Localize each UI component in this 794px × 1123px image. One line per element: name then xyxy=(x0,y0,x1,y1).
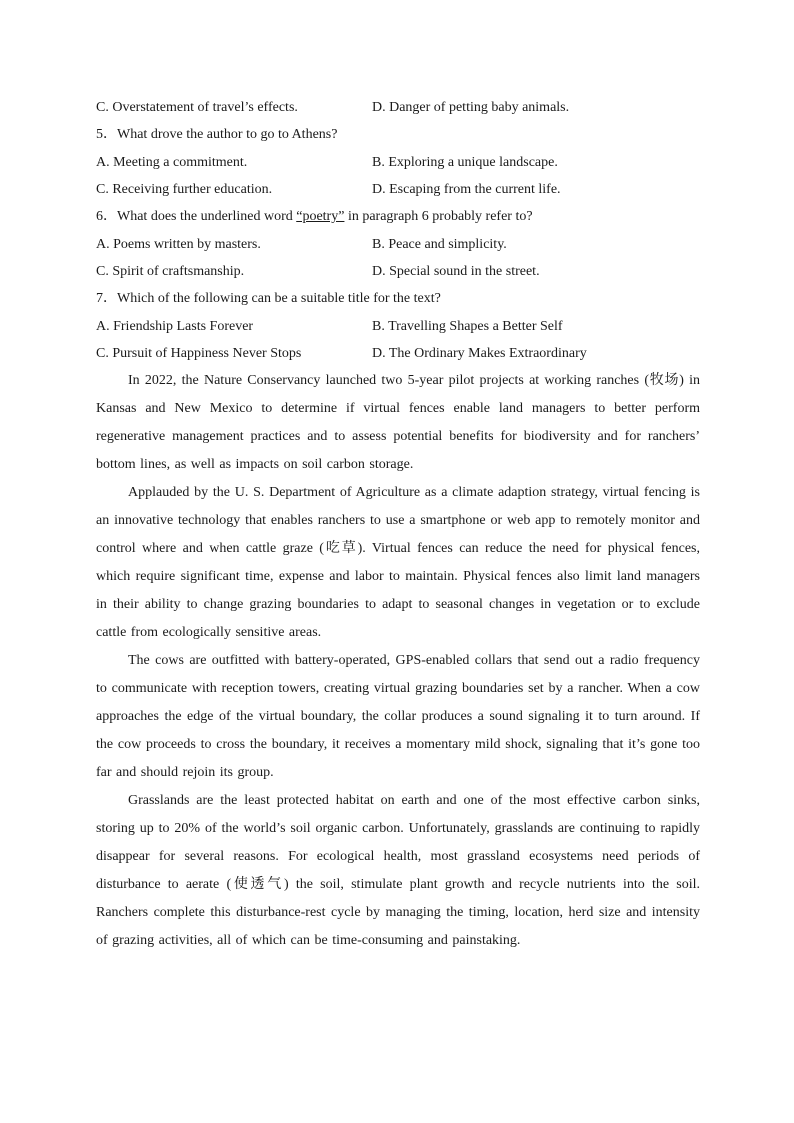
q6-stem-before: What does the underlined word xyxy=(117,209,297,224)
q5-option-c: C. Receiving further education. xyxy=(96,182,273,197)
q5-option-d: D. Escaping from the current life. xyxy=(372,182,561,197)
q7-option-c: C. Pursuit of Happiness Never Stops xyxy=(96,346,302,361)
q4-option-d: D. Danger of petting baby animals. xyxy=(372,100,570,115)
passage-paragraph-2: Applauded by the U. S. Department of Agriculture as a climate adaption strategy, virtual fencing is an innovative technology that enables ranchers to use a smartphone or web app to remotely monitor and control where and when cattle graze (吃草). Virtual fences can reduce the need for physical fences, which require significant time, expense and labor to maintain. Physical fences also limit land managers in their ability to change grazing boundaries to adapt to seasonal changes in vegetation or to exclude cattle from ecologically sensitive areas. xyxy=(96,485,700,640)
q6-options-row-ab xyxy=(96,231,700,258)
q7-options-row-cd xyxy=(96,340,700,367)
q7-options-row-ab xyxy=(96,313,700,340)
q6-option-b: B. Peace and simplicity. xyxy=(372,237,507,252)
q6-underlined-word: “poetry” xyxy=(296,209,345,224)
q7-option-b: B. Travelling Shapes a Better Self xyxy=(372,319,563,334)
q5-option-a: A. Meeting a commitment. xyxy=(96,155,248,170)
document-page xyxy=(96,94,700,955)
q7-number: 7． xyxy=(96,291,117,306)
q5-stem-text: What drove the author to go to Athens? xyxy=(117,127,338,142)
q6-option-a: A. Poems written by masters. xyxy=(96,237,261,252)
q5-stem xyxy=(96,121,700,149)
q7-option-a: A. Friendship Lasts Forever xyxy=(96,319,254,334)
q5-options-row-ab xyxy=(96,149,700,176)
q5-number: 5． xyxy=(96,127,117,142)
passage-paragraph-1: In 2022, the Nature Conservancy launched two 5-year pilot projects at working ranches (牧场) in Kansas and New Mexico to determine if virtual fences enable land managers to better perform regenerative management practices and to assess potential benefits for biodiversity and for ranchers’ bottom lines, as well as impacts on soil carbon storage. xyxy=(96,373,700,472)
q5-option-b: B. Exploring a unique landscape. xyxy=(372,155,558,170)
passage-paragraph-4: Grasslands are the least protected habitat on earth and one of the most effective carbon sinks, storing up to 20% of the world’s soil organic carbon. Unfortunately, grasslands are continuing to rapidly disappear for several reasons. For ecological health, most grassland ecosystems need periods of disturbance to aerate (使透气) the soil, stimulate plant growth and recycle nutrients into the soil. Ranchers complete this disturbance-rest cycle by managing the timing, location, herd size and intensity of grazing activities, all of which can be time-consuming and painstaking. xyxy=(96,793,700,948)
q4-options-row-cd xyxy=(96,94,700,121)
q6-stem xyxy=(96,203,700,231)
q7-stem-text: Which of the following can be a suitable title for the text? xyxy=(117,291,441,306)
passage-paragraph-3: The cows are outfitted with battery-operated, GPS-enabled collars that send out a radio frequency to communicate with reception towers, creating virtual grazing boundaries set by a rancher. When a cow approaches the edge of the virtual boundary, the collar produces a sound signaling it to turn around. If the cow proceeds to cross the boundary, it receives a momentary mild shock, signaling that it’s gone too far and should rejoin its group. xyxy=(96,653,700,780)
q6-stem-after: in paragraph 6 probably refer to? xyxy=(344,209,533,224)
q6-option-d: D. Special sound in the street. xyxy=(372,264,540,279)
q7-stem xyxy=(96,285,700,313)
q6-options-row-cd xyxy=(96,258,700,285)
q5-options-row-cd xyxy=(96,176,700,203)
q4-option-c: C. Overstatement of travel’s effects. xyxy=(96,100,298,115)
q6-option-c: C. Spirit of craftsmanship. xyxy=(96,264,245,279)
q6-number: 6． xyxy=(96,209,117,224)
q7-option-d: D. The Ordinary Makes Extraordinary xyxy=(372,346,587,361)
